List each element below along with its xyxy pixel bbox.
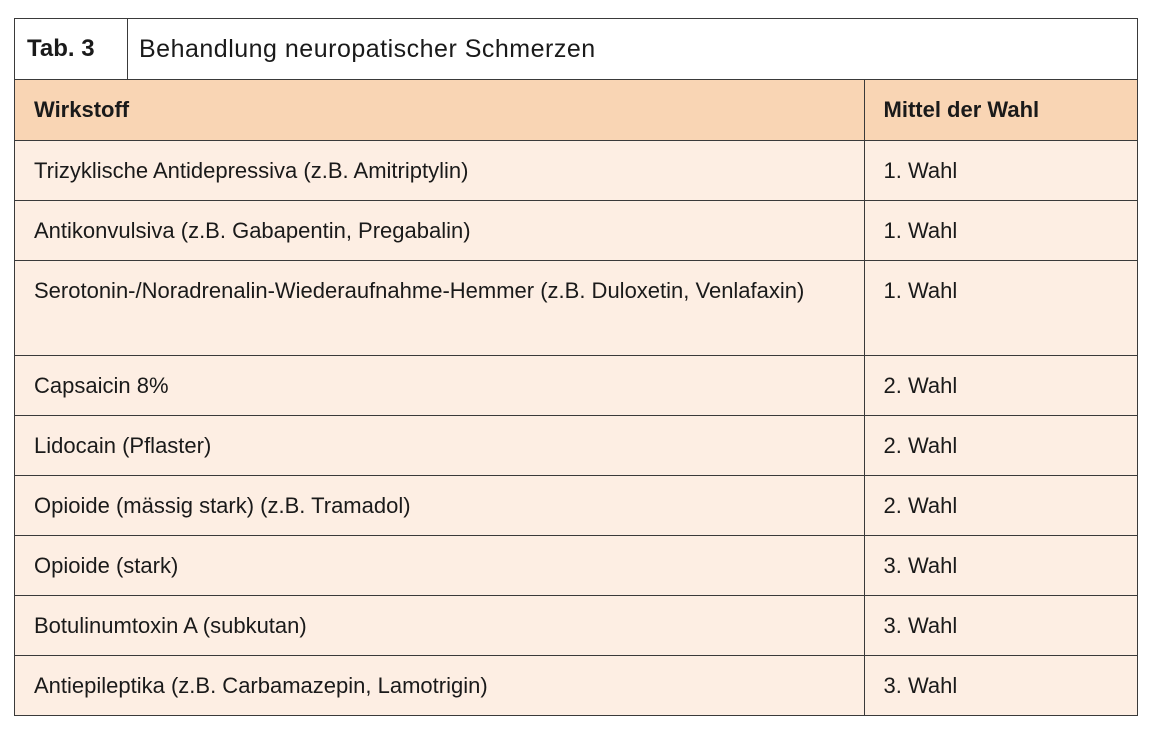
header-row xyxy=(15,80,1137,140)
table-row xyxy=(15,655,1137,715)
cell-wahl: 3. Wahl xyxy=(864,595,1137,655)
cell-wirkstoff: Antiepileptika (z.B. Carbamazepin, Lamotrigin) xyxy=(15,655,864,715)
column-header-wirkstoff: Wirkstoff xyxy=(15,80,864,140)
cell-wahl: 1. Wahl xyxy=(864,200,1137,260)
table-row xyxy=(15,140,1137,200)
cell-wahl: 3. Wahl xyxy=(864,535,1137,595)
cell-wahl: 2. Wahl xyxy=(864,415,1137,475)
cell-wahl: 2. Wahl xyxy=(864,355,1137,415)
cell-wirkstoff: Botulinumtoxin A (subkutan) xyxy=(15,595,864,655)
table-number-label: Tab. 3 xyxy=(15,19,128,79)
table-row xyxy=(15,535,1137,595)
table-row xyxy=(15,260,1137,355)
cell-wirkstoff: Trizyklische Antidepressiva (z.B. Amitriptylin) xyxy=(15,140,864,200)
cell-wahl: 1. Wahl xyxy=(864,260,1137,355)
table-row xyxy=(15,595,1137,655)
table-row xyxy=(15,475,1137,535)
cell-wirkstoff: Lidocain (Pflaster) xyxy=(15,415,864,475)
table-row xyxy=(15,415,1137,475)
data-table xyxy=(15,80,1137,715)
cell-wirkstoff: Antikonvulsiva (z.B. Gabapentin, Pregabalin) xyxy=(15,200,864,260)
column-header-mittel-der-wahl: Mittel der Wahl xyxy=(864,80,1137,140)
cell-wahl: 2. Wahl xyxy=(864,475,1137,535)
cell-wirkstoff: Opioide (mässig stark) (z.B. Tramadol) xyxy=(15,475,864,535)
table-title: Behandlung neuropatischer Schmerzen xyxy=(139,34,596,63)
cell-wirkstoff: Serotonin-/Noradrenalin-Wiederaufnahme-Hemmer (z.B. Duloxetin, Venlafaxin) xyxy=(15,260,864,355)
treatment-table xyxy=(14,18,1138,716)
table-row xyxy=(15,355,1137,415)
cell-wahl: 1. Wahl xyxy=(864,140,1137,200)
table-row xyxy=(15,200,1137,260)
cell-wirkstoff: Capsaicin 8% xyxy=(15,355,864,415)
table-title-row xyxy=(15,19,1137,80)
cell-wahl: 3. Wahl xyxy=(864,655,1137,715)
cell-wirkstoff: Opioide (stark) xyxy=(15,535,864,595)
